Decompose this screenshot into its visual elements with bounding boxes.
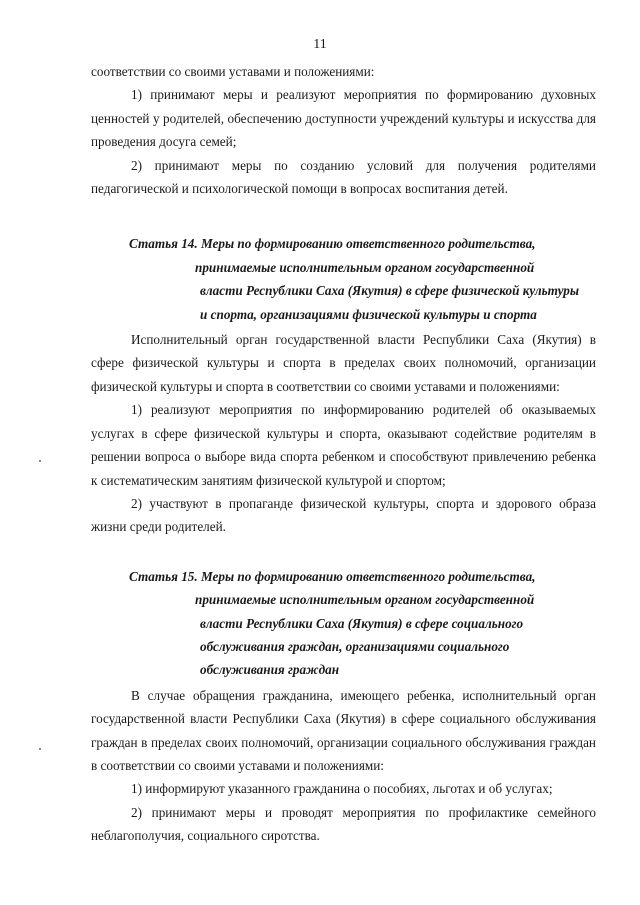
heading-line: Статья 15. Меры по формированию ответственного родительства, <box>129 568 536 584</box>
article-14-item-2: 2) участвуют в пропаганде физической культуры, спорта и здорового образа жизни среди родителей. <box>91 495 596 535</box>
heading-line: Статья 14. Меры по формированию ответственного родительства, <box>129 236 536 252</box>
scan-mark <box>39 748 41 750</box>
heading-line: обслуживания граждан, организациями социального <box>200 638 510 654</box>
intro-item-2: 2) принимают меры по созданию условий для получения родителями педагогической и психологической помощи в вопросах воспитания детей. <box>91 157 596 197</box>
heading-line: и спорта, организациями физической культуры и спорта <box>200 306 537 322</box>
heading-line: принимаемые исполнительным органом государственной <box>195 592 535 608</box>
intro-item-1: 1) принимают меры и реализуют мероприятия по формированию духовных ценностей у родителей, обеспечению доступности учреждений культуры и искусства для проведения досуга семей; <box>91 87 596 150</box>
article-14-paragraph: Исполнительный орган государственной власти Республики Саха (Якутия) в сфере физической культуры и спорта в пределах своих полномочий, организации физической культуры и спорта в соответствии со своими уставами и положениями: <box>91 332 596 394</box>
article-15-item-1: 1) информируют указанного гражданина о пособиях, льготах и об услугах; <box>131 781 553 797</box>
page-number: 11 <box>313 37 327 52</box>
article-15-heading <box>129 565 596 682</box>
heading-line: власти Республики Саха (Якутия) в сфере социального <box>200 615 524 631</box>
article-15-paragraph: В случае обращения гражданина, имеющего ребенка, исполнительный орган государственной власти Республики Саха (Якутия) в сфере социального обслуживания граждан в пределах своих полномочий, организации социального обслуживания граждан в соответствии со своими уставами и положениями: <box>91 687 596 773</box>
scan-mark <box>39 460 41 462</box>
document-body <box>91 60 596 848</box>
article-15-item-2: 2) принимают меры и проводят мероприятия по профилактике семейного неблагополучия, социального сиротства. <box>91 804 596 844</box>
heading-line: власти Республики Саха (Якутия) в сфере физической культуры <box>200 283 580 299</box>
section-gap <box>91 539 596 565</box>
heading-line: принимаемые исполнительным органом государственной <box>195 259 535 275</box>
section-gap <box>91 200 596 232</box>
heading-line: обслуживания граждан <box>200 662 340 678</box>
article-14-heading <box>129 232 596 326</box>
intro-continuation: соответствии со своими уставами и положениями: <box>91 64 375 79</box>
article-14-item-1: 1) реализуют мероприятия по информированию родителей об оказываемых услугах в сфере физической культуры и спорта, оказывают содействие родителям в решении вопроса о выборе вида спорта ребенком и способствуют привлечению ребенка к систематическим занятиям физической культурой и спортом; <box>91 402 596 488</box>
